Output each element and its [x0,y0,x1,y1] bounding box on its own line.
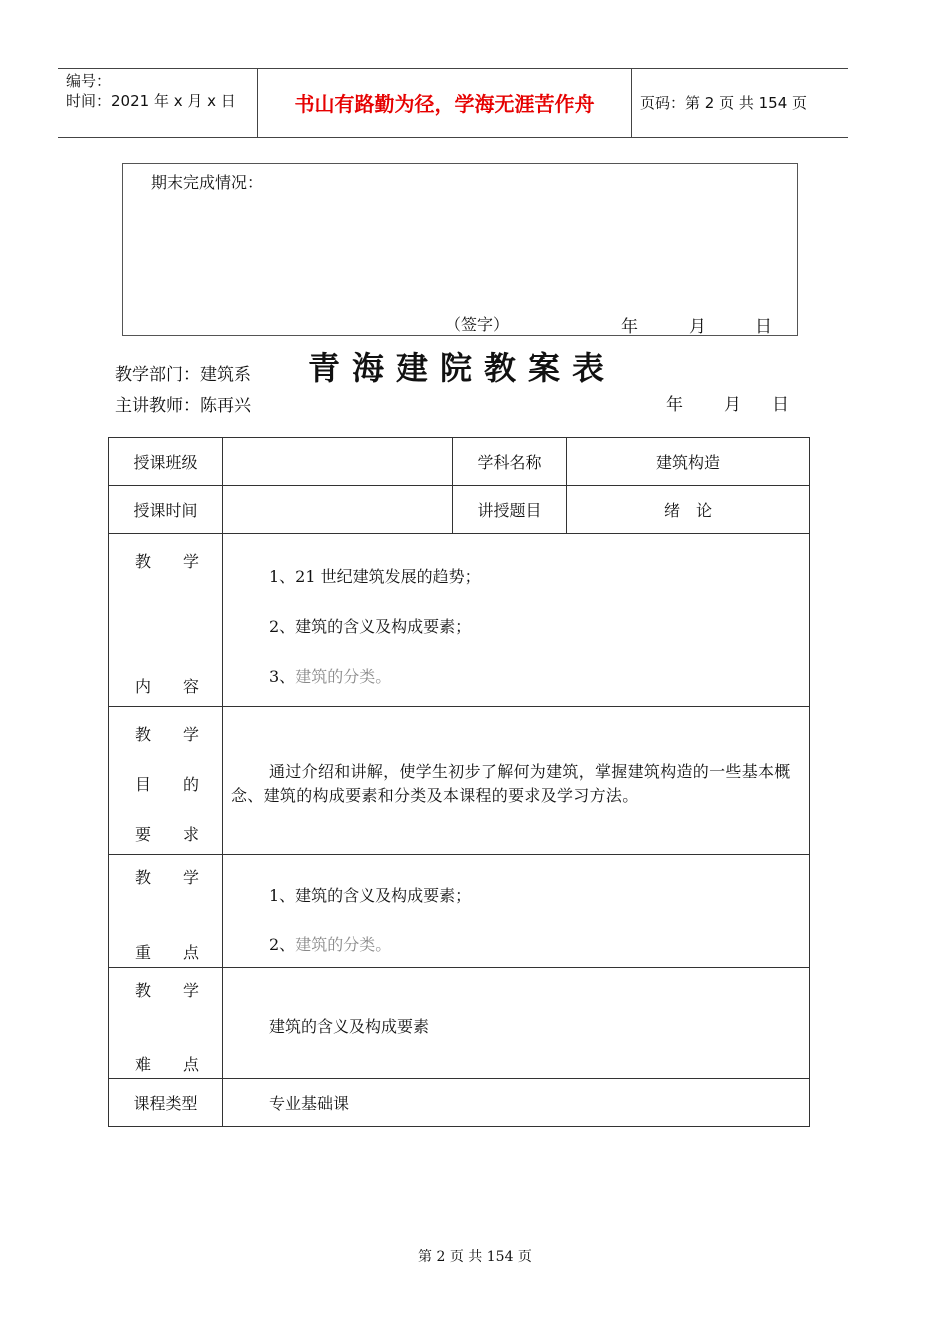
content-item-3 [269,664,391,687]
meta-year: 年 [666,395,683,415]
key-label-char: 重 [135,943,152,962]
type-value-cell [223,1079,810,1127]
goal-label-char: 目 [135,775,152,794]
page-footer: 第 2 页 共 154 页 [418,1249,532,1265]
goal-label-char: 教 [135,725,152,744]
completion-day: 日 [755,317,772,337]
topic-value-cell [567,486,810,534]
content-label-char: 教 [135,552,152,571]
table-row [109,855,810,968]
type-value: 专业基础课 [269,1094,350,1113]
completion-year: 年 [621,317,638,337]
table-row [109,486,810,534]
key-label-char: 教 [135,868,152,887]
subject-value: 建筑构造 [655,453,720,472]
key-item-2-num: 2、 [269,935,296,954]
goal-text: 通过介绍和讲解，使学生初步了解何为建筑，掌握建筑构造的一些基本概念、建筑的构成要素和分类及本课程的要求及学习方法。 [231,762,791,805]
difficulty-cell [223,968,810,1079]
topic-value: 绪 论 [663,501,712,520]
key-label-char: 学 [182,868,199,887]
completion-box [122,163,798,336]
difficulty-label-cell [109,968,223,1079]
key-item-2-text: 建筑的分类。 [295,935,392,954]
difficulty-label-char: 难 [135,1055,152,1074]
subject-label: 学科名称 [477,453,542,472]
topic-label: 讲授题目 [477,501,542,520]
content-label-char: 学 [182,552,199,571]
goal-label-char: 要 [135,825,152,844]
content-label-char: 容 [182,677,199,696]
key-label-char: 点 [182,943,199,962]
difficulty-label-char: 学 [182,981,199,1000]
time-label: 授课时间 [133,501,198,520]
key-cell [223,855,810,968]
meta-day: 日 [772,395,789,415]
type-label-cell [109,1079,223,1127]
goal-cell [223,707,810,855]
header-meta [58,69,258,137]
key-item-1: 1、建筑的含义及构成要素； [269,886,472,905]
key-label-cell [109,855,223,968]
content-item-3-num: 3、 [269,667,296,686]
content-label-cell [109,534,223,707]
header-page-info: 页码：第 2 页 共 154 页 [640,94,808,112]
completion-month: 月 [689,317,706,337]
topic-label-cell [453,486,567,534]
content-item-2: 2、建筑的含义及构成要素； [269,617,472,636]
goal-label-char: 求 [182,825,199,844]
class-value-cell [223,438,453,486]
table-row [109,1079,810,1127]
page-header [58,68,848,138]
content-item-1: 1、21 世纪建筑发展的趋势； [269,567,481,586]
difficulty-text: 建筑的含义及构成要素 [269,1017,430,1036]
header-code: 编号： [66,72,112,90]
signature-label: （签字） [445,315,510,334]
time-value-cell [223,486,453,534]
content-item-3-text: 建筑的分类。 [295,667,392,686]
class-label: 授课班级 [133,453,198,472]
goal-label-char: 学 [182,725,199,744]
table-row [109,707,810,855]
goal-label-char: 的 [182,775,199,794]
lesson-plan-table [108,437,810,1127]
department-label: 教学部门：建筑系 [115,365,251,385]
class-label-cell [109,438,223,486]
difficulty-label-char: 教 [135,981,152,1000]
header-motto: 书山有路勤为径，学海无涯苦作舟 [258,69,632,137]
table-row [109,438,810,486]
subject-label-cell [453,438,567,486]
meta-month: 月 [724,395,741,415]
content-label-char: 内 [135,677,152,696]
page-title: 青海建院教案表 [308,349,617,387]
table-row [109,968,810,1079]
content-cell [223,534,810,707]
header-time: 时间：2021 年 x 月 x 日 [66,92,236,110]
completion-label: 期末完成情况： [151,173,264,192]
time-label-cell [109,486,223,534]
teacher-label: 主讲教师：陈再兴 [115,396,251,416]
subject-value-cell [567,438,810,486]
key-item-2 [269,932,391,955]
table-row [109,534,810,707]
difficulty-label-char: 点 [182,1055,199,1074]
goal-label-cell [109,707,223,855]
type-label: 课程类型 [133,1094,198,1113]
